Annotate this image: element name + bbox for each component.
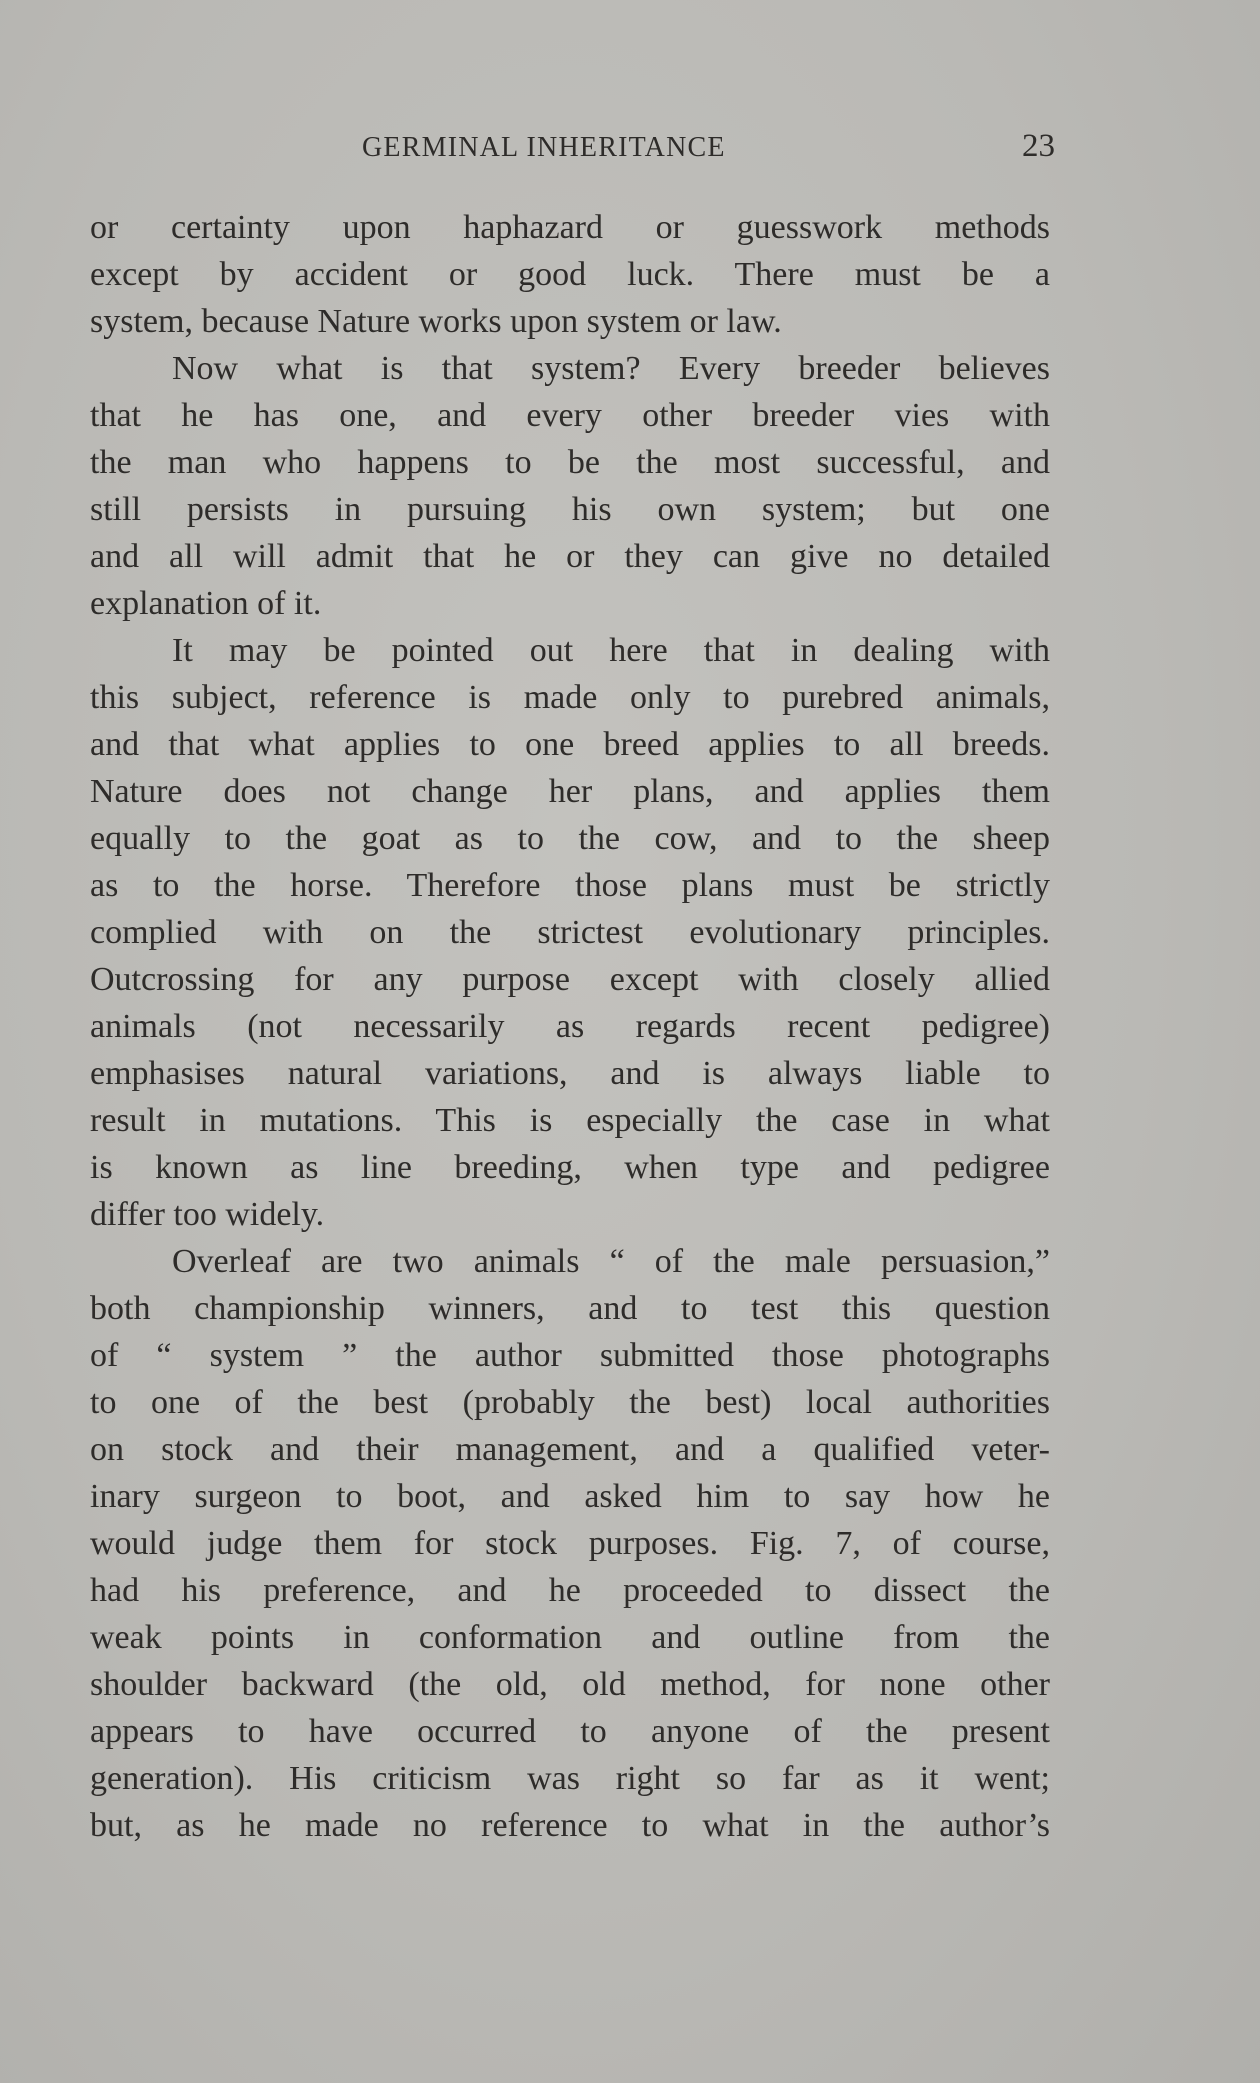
- text-line: to one of the best (probably the best) local authorities: [90, 1384, 1050, 1421]
- text-line: that he has one, and every other breeder vies with: [90, 397, 1050, 434]
- text-line: shoulder backward (the old, old method, for none other: [90, 1666, 1050, 1703]
- text-line: equally to the goat as to the cow, and to the sheep: [90, 820, 1050, 857]
- text-line: still persists in pursuing his own system; but one: [90, 491, 1050, 528]
- text-line: and all will admit that he or they can give no detailed: [90, 538, 1050, 575]
- text-line: animals (not necessarily as regards recent pedigree): [90, 1008, 1050, 1045]
- text-line: inary surgeon to boot, and asked him to say how he: [90, 1478, 1050, 1515]
- text-line: or certainty upon haphazard or guesswork methods: [90, 209, 1050, 246]
- page-number: 23: [1022, 128, 1055, 164]
- text-line: had his preference, and he proceeded to dissect the: [90, 1572, 1050, 1609]
- running-title: GERMINAL INHERITANCE: [362, 132, 726, 163]
- text-line: complied with on the strictest evolutionary principles.: [90, 914, 1050, 951]
- body-text: [90, 204, 1050, 1849]
- text-line: emphasises natural variations, and is always liable to: [90, 1055, 1050, 1092]
- text-line: except by accident or good luck. There must be a: [90, 256, 1050, 293]
- text-line: differ too widely.: [90, 1196, 325, 1233]
- text-line: of “ system ” the author submitted those photographs: [90, 1337, 1050, 1374]
- text-line: Outcrossing for any purpose except with closely allied: [90, 961, 1050, 998]
- text-line: generation). His criticism was right so far as it went;: [90, 1760, 1050, 1797]
- text-line: the man who happens to be the most successful, and: [90, 444, 1050, 481]
- text-line: It may be pointed out here that in dealing with: [172, 632, 1050, 669]
- text-line: on stock and their management, and a qualified veter-: [90, 1431, 1050, 1468]
- text-line: Overleaf are two animals “ of the male persuasion,”: [172, 1243, 1050, 1280]
- text-line: appears to have occurred to anyone of the present: [90, 1713, 1050, 1750]
- text-line: system, because Nature works upon system or law.: [90, 303, 782, 340]
- text-line: but, as he made no reference to what in the author’s: [90, 1807, 1050, 1844]
- text-line: and that what applies to one breed applies to all breeds.: [90, 726, 1050, 763]
- text-line: both championship winners, and to test this question: [90, 1290, 1050, 1327]
- text-line: this subject, reference is made only to purebred animals,: [90, 679, 1050, 716]
- page-header: [90, 128, 1055, 178]
- text-line: as to the horse. Therefore those plans must be strictly: [90, 867, 1050, 904]
- text-line: Nature does not change her plans, and applies them: [90, 773, 1050, 810]
- text-line: would judge them for stock purposes. Fig. 7, of course,: [90, 1525, 1050, 1562]
- text-line: is known as line breeding, when type and pedigree: [90, 1149, 1050, 1186]
- text-line: weak points in conformation and outline from the: [90, 1619, 1050, 1656]
- text-line: explanation of it.: [90, 585, 322, 622]
- text-line: result in mutations. This is especially the case in what: [90, 1102, 1050, 1139]
- text-line: Now what is that system? Every breeder believes: [172, 350, 1050, 387]
